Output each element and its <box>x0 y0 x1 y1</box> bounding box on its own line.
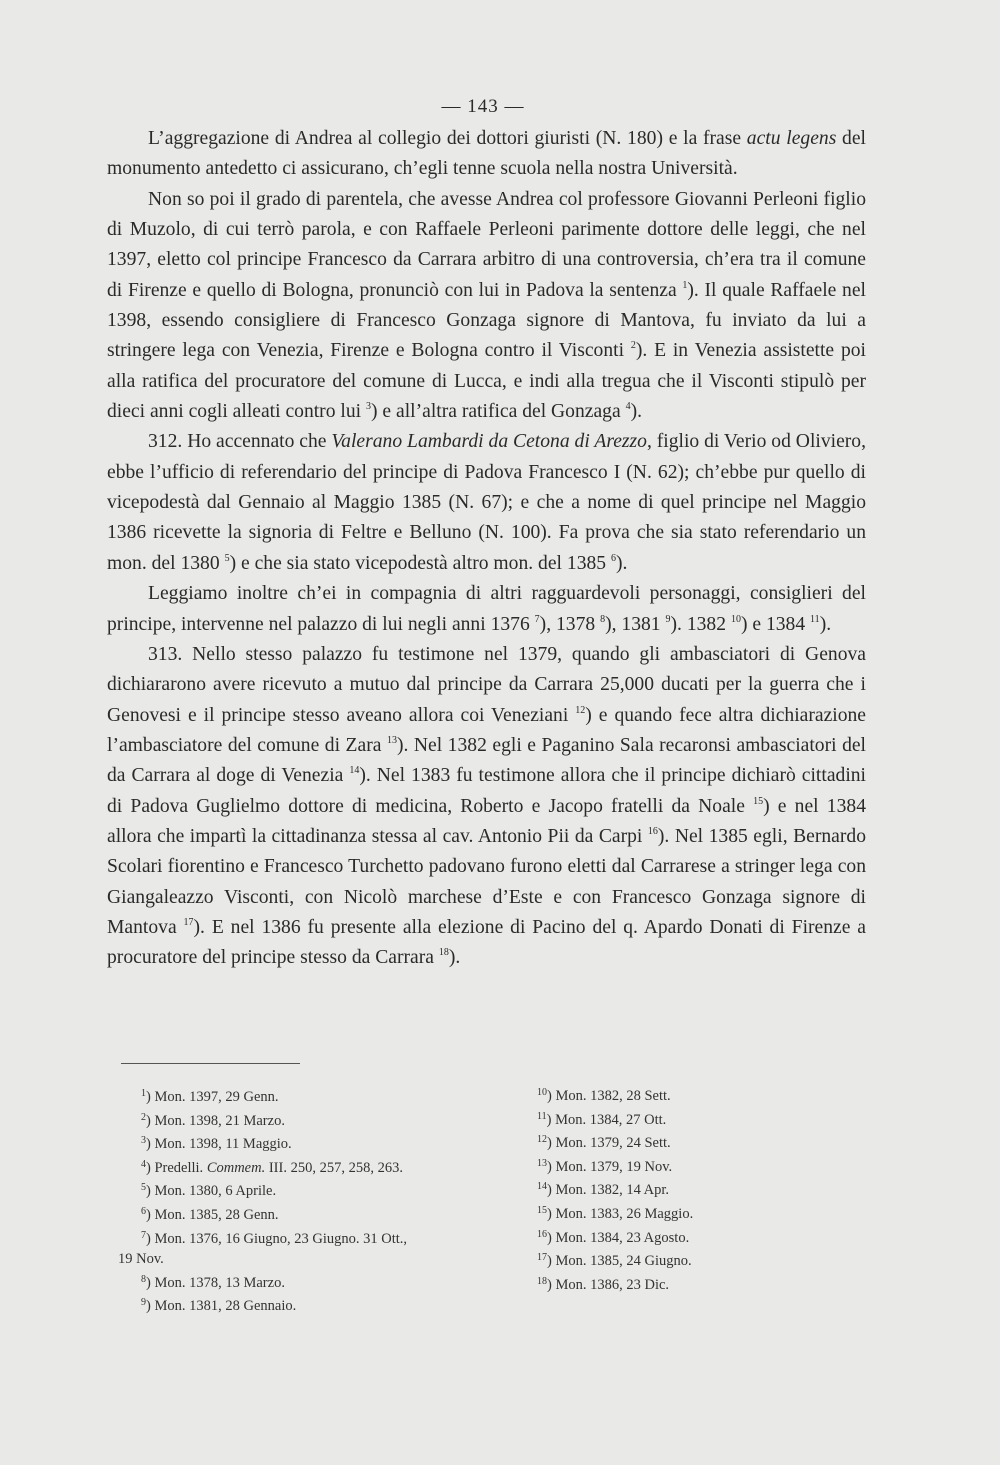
text-run: ), 1378 <box>539 613 601 635</box>
footnote-number: 11 <box>537 1110 547 1122</box>
footnote-number: 10 <box>537 1087 547 1098</box>
footnote-text: ) Mon. 1382, 14 Apr. <box>547 1182 670 1199</box>
body-text <box>107 124 866 974</box>
footnote-number: 8 <box>141 1273 146 1285</box>
footnote-ref: 7 <box>534 613 540 625</box>
text-run: ). <box>448 947 461 969</box>
footnote-text: ) Mon. 1381, 28 Gennaio. <box>146 1298 297 1315</box>
footnote <box>107 1202 507 1226</box>
footnote-number: 13 <box>537 1157 547 1169</box>
footnote-ref: 8 <box>600 613 606 625</box>
footnote-number: 18 <box>537 1275 547 1287</box>
text-run: ). Il quale Raffaele nel 1398, essendo consigliere di Francesco Gonzaga signore di Mantova, fu inviato da lui a stringere lega con Venezia, Firenze e Bologna contro il Visconti <box>107 279 866 362</box>
text-run: ). <box>630 401 643 423</box>
footnote-ref: 2 <box>630 340 636 352</box>
footnote-text: ) Mon. 1398, 11 Maggio. <box>146 1136 292 1153</box>
footnote-number: 14 <box>537 1181 547 1193</box>
footnote <box>537 1154 877 1178</box>
text-run: ). E nel 1386 fu presente alla elezione di Pacino del q. Apardo Donati di Firenze a procuratore del principe stesso da Carrara <box>107 916 866 969</box>
footnote <box>537 1201 877 1225</box>
footnote-number: 17 <box>537 1252 547 1264</box>
footnote <box>107 1226 507 1250</box>
text-run: ). <box>819 613 832 635</box>
footnote-ref: 11 <box>810 613 820 625</box>
text-run: ) e quando fece altra dichiarazione l’ambasciatore del comune di Zara <box>107 704 867 756</box>
footnote-ref: 13 <box>386 734 397 746</box>
footnote-ref: 14 <box>349 765 360 777</box>
footnote-text: ) Mon. 1379, 24 Sett. <box>547 1135 671 1152</box>
footnote-text: ) Mon. 1397, 29 Genn. <box>146 1089 279 1105</box>
text-run: ). 1382 <box>670 613 731 635</box>
footnote <box>537 1130 877 1154</box>
footnote-ref: 4 <box>625 401 631 413</box>
footnote-text: ) Mon. 1384, 27 Ott. <box>546 1111 667 1128</box>
footnote-ref: 12 <box>575 704 586 716</box>
footnote-number: 7 <box>141 1229 146 1241</box>
footnote-number: 15 <box>537 1204 547 1216</box>
footnote-ref: 3 <box>366 401 371 413</box>
footnote <box>537 1248 877 1272</box>
footnote-continuation <box>107 1249 507 1270</box>
footnote <box>537 1225 877 1249</box>
footnotes-left-column <box>107 1084 507 1317</box>
italic-phrase: actu legens <box>746 128 837 149</box>
footnote-ref: 16 <box>647 825 658 837</box>
footnote <box>537 1107 877 1131</box>
footnote-text: 19 Nov. <box>118 1251 164 1268</box>
text-run: ), 1381 <box>605 613 666 635</box>
text-run: ) e che sia stato vicepodestà altro mon. del 1385 <box>229 552 611 574</box>
paragraph-1 <box>107 124 866 185</box>
text-run: ). Nel 1382 egli e Paganino Sala recaronsi ambasciatori del da Carrara al doge di Venezia <box>107 734 866 787</box>
footnote <box>107 1084 507 1108</box>
paragraph-313 <box>107 640 866 974</box>
footnote-text: ) Mon. 1385, 28 Genn. <box>146 1206 279 1223</box>
text-run: ). Nel 1383 fu testimone allora che il principe dichiarò cittadini di Padova Guglielmo dottore di medicina, Roberto e Jacopo fratelli da Noale <box>107 765 867 817</box>
footnote-text: ) Mon. 1382, 28 Sett. <box>547 1088 671 1104</box>
text-run: ). Nel 1385 egli, Bernardo Scolari fiorentino e Francesco Turchetto padovano furono eletti dal Carrarese a stringer lega con Giangaleazzo Visconti, con Nicolò marchese d’Este e con Francesco Gonzaga signore di Mantova <box>107 825 867 938</box>
footnote-text: ) Mon. 1385, 24 Giugno. <box>547 1253 692 1270</box>
footnote-number: 12 <box>537 1134 547 1146</box>
text-run: L’aggregazione di Andrea al collegio dei dottori giuristi (N. 180) e la frase <box>148 128 747 149</box>
footnote-text: ) Predelli. <box>146 1159 207 1176</box>
footnote-text: ) Mon. 1384, 23 Agosto. <box>547 1229 690 1246</box>
footnote-ref: 10 <box>730 613 741 625</box>
footnote-number: 4 <box>141 1158 146 1170</box>
footnote <box>107 1155 507 1179</box>
footnote-ref: 5 <box>224 552 230 564</box>
paragraph-2 <box>107 185 866 428</box>
footnote-number: 3 <box>141 1135 146 1147</box>
footnote-ref: 6 <box>610 552 616 564</box>
footnote-text: ) Mon. 1379, 19 Nov. <box>547 1158 673 1175</box>
footnote <box>107 1270 507 1294</box>
footnote <box>537 1083 877 1107</box>
footnote <box>107 1108 507 1132</box>
text-run: ) e 1384 <box>740 613 811 635</box>
footnote <box>107 1131 507 1155</box>
footnote-number: 6 <box>141 1205 146 1217</box>
footnote-ref: 18 <box>438 947 449 959</box>
footnote-divider <box>121 1063 300 1064</box>
text-run: ) e all’altra ratifica del Gonzaga <box>371 401 626 423</box>
footnote <box>537 1177 877 1201</box>
paragraph-4 <box>107 579 866 640</box>
footnote-number: 5 <box>141 1182 146 1194</box>
footnote-italic: Commem. <box>206 1159 266 1176</box>
paragraph-312 <box>107 427 866 579</box>
footnote-ref: 17 <box>183 916 194 928</box>
footnote-number: 2 <box>141 1111 146 1123</box>
page-number: — 143 — <box>441 96 525 117</box>
footnote-text: ) Mon. 1383, 26 Maggio. <box>547 1205 694 1222</box>
footnote <box>537 1272 877 1296</box>
text-run: Non so poi il grado di parentela, che avesse Andrea col professore Giovanni Perleoni figlio di Muzolo, di cui terrò parola, e con Raffaele Perleoni parimente dottore delle leggi, che nel 1397, eletto col principe Francesco da Carrara arbitro di una controversia, ch’era tra il comune di Firenze e quello di Bologna, pronunciò con lui in Padova la sentenza <box>107 188 866 301</box>
footnote-text: ) Mon. 1398, 21 Marzo. <box>146 1112 285 1129</box>
footnote-ref: 9 <box>665 613 671 625</box>
text-run: ) e nel 1384 allora che impartì la cittadinanza stessa al cav. Antonio Pii da Carpi <box>107 795 866 847</box>
text-run: Leggiamo inoltre ch’ei in compagnia di altri ragguardevoli personaggi, consiglieri del principe, intervenne nel palazzo di lui negli anni 1376 <box>107 583 866 635</box>
footnote <box>107 1178 507 1202</box>
footnotes-right-column <box>537 1083 877 1295</box>
text-run: del monumento antedetto ci assicurano, ch’egli tenne scuola nella nostra Università. <box>107 128 866 180</box>
text-run: , figlio di Verio od Oliviero, ebbe l’ufficio di referendario del principe di Padova Francesco I (N. 62); ch’ebbe pur quello di vicepodestà dal Gennaio al Maggio 1385 (N. 67); e che a nome di quel principe nel Maggio 1386 ricevette la signoria di Feltre e Belluno (N. 100). Fa prova che sia stato referendario un mon. del 1380 <box>107 431 866 574</box>
text-run: ). E in Venezia assistette poi alla ratifica del procuratore del comune di Lucca, e indi alla tregua che il Visconti stipulò per dieci anni cogli alleati contro lui <box>107 340 866 423</box>
footnote-text: ) Mon. 1376, 16 Giugno, 23 Giugno. 31 Ott., <box>146 1230 407 1247</box>
text-run: ). <box>615 552 628 574</box>
italic-name: Valerano Lambardi da Cetona di Arezzo <box>331 431 647 453</box>
text-run: 312. Ho accennato che <box>148 431 332 453</box>
footnote-ref: 15 <box>753 795 764 807</box>
text-run: 313. Nello stesso palazzo fu testimone nel 1379, quando gli ambasciatori di Genova dichiararono avere ricevuto a mutuo dal principe da Carrara 25,000 ducati per la guerra che i Genovesi e il principe stesso aveano allora coi Veneziani <box>107 643 866 726</box>
footnote-ref: 1 <box>682 279 688 291</box>
footnote-number: 9 <box>141 1297 146 1309</box>
footnote-text: III. 250, 257, 258, 263. <box>265 1159 403 1176</box>
footnote-text: ) Mon. 1386, 23 Dic. <box>547 1276 670 1293</box>
footnote-text: ) Mon. 1378, 13 Marzo. <box>146 1274 285 1291</box>
footnote <box>107 1293 507 1317</box>
footnote-number: 1 <box>141 1088 146 1099</box>
footnote-number: 16 <box>537 1228 547 1240</box>
footnote-text: ) Mon. 1380, 6 Aprile. <box>146 1183 277 1200</box>
